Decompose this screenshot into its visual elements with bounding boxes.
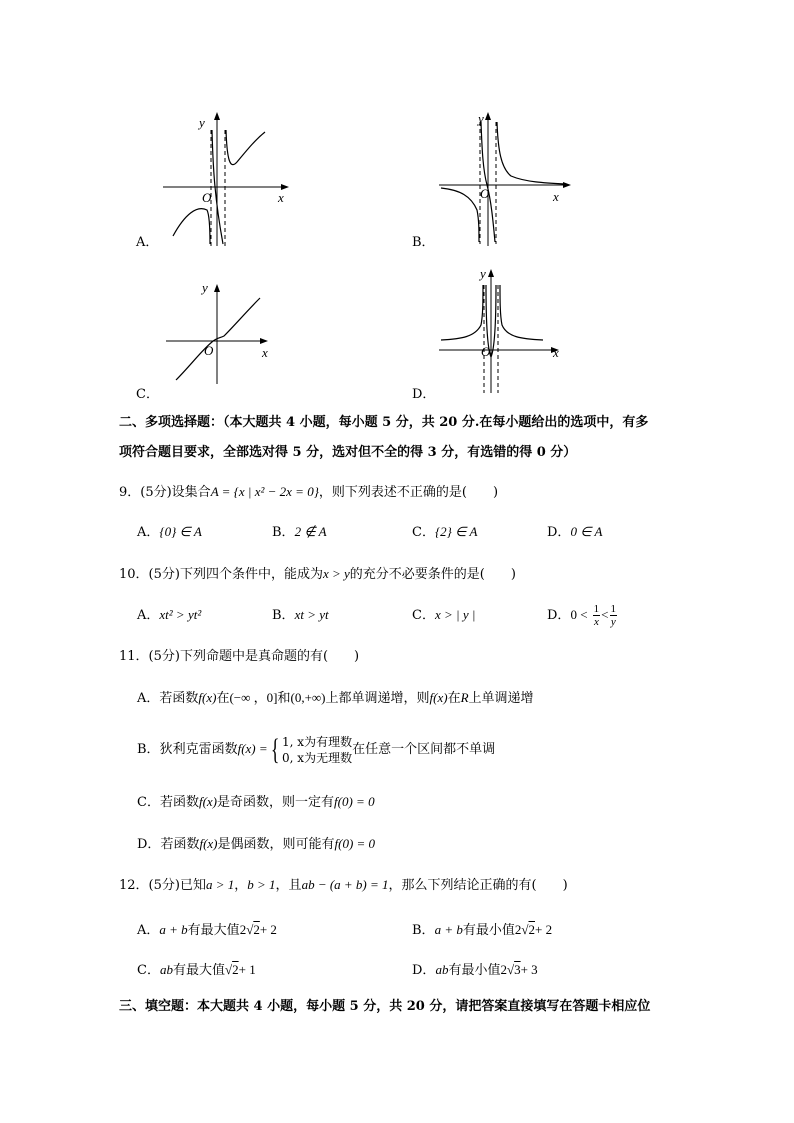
q12-option-c[interactable]: C．ab有最大值√2+ 1 (137, 962, 256, 978)
graph-d-label: D． (412, 387, 436, 402)
question-12-stem: 12．(5分)已知a > 1，b > 1，且ab − (a + b) = 1，那么下列结论正确的有( ) (119, 877, 568, 893)
q11-option-b[interactable]: B．狄利克雷函数f(x) ={ 1, x为有理数 0, x为无理数 在任意一个区间都不单调 (137, 732, 496, 766)
q11-option-c[interactable]: C．若函数f(x)是奇函数，则一定有f(0) = 0 (137, 794, 375, 810)
graph-d (435, 265, 565, 395)
graph-b-y-label: y (478, 111, 484, 126)
graph-c (160, 280, 280, 390)
graph-d-x-label: x (553, 345, 559, 360)
q9-option-b[interactable]: B．2 ∉ A (272, 524, 327, 540)
q10-option-d[interactable]: D．0 < $\frac{1}{x}$ < $\frac{1}{y}$ (547, 603, 617, 628)
section2-heading-line1: 二、多项选择题：（本大题共 4 小题，每小题 5 分，共 20 分.在每小题给出的选项中，有多 (119, 415, 649, 430)
graph-d-y-label: y (480, 266, 486, 281)
q10-option-a[interactable]: A．xt² > yt² (137, 607, 202, 623)
graph-b-label: B． (412, 235, 435, 250)
graph-b (435, 110, 575, 250)
graph-a-origin: O (202, 190, 212, 205)
graph-b-x-label: x (553, 189, 559, 204)
q12-option-d[interactable]: D．ab有最小值2√3+ 3 (412, 962, 538, 978)
q9-option-d[interactable]: D．0 ∈ A (547, 524, 603, 540)
question-10-stem: 10．(5分)下列四个条件中，能成为x > y的充分不必要条件的是( ) (119, 566, 516, 582)
q10-option-b[interactable]: B．xt > yt (272, 607, 329, 623)
q10-option-c[interactable]: C．x > | y | (412, 607, 476, 623)
q11-option-a[interactable]: A．若函数f(x)在(−∞ ，0]和(0,+∞)上都单调递增，则f(x)在R上单调递增 (137, 690, 534, 706)
graph-c-label: C． (136, 387, 159, 402)
question-9-stem: 9．(5分)设集合A = {x | x² − 2x = 0}，则下列表述不正确的是( ) (119, 484, 499, 500)
graph-a-y-label: y (199, 115, 205, 130)
graph-c-origin: O (204, 343, 214, 358)
graph-b-origin: O (480, 186, 490, 201)
graph-c-x-label: x (262, 345, 268, 360)
q9-option-a[interactable]: A．{0} ∈ A (137, 524, 202, 540)
q12-option-a[interactable]: A．a + b有最大值2√2+ 2 (137, 922, 277, 938)
section2-heading-line2: 项符合题目要求，全部选对得 5 分，选对但不全的得 3 分，有选错的得 0 分） (119, 445, 577, 460)
q12-option-b[interactable]: B．a + b有最小值2√2+ 2 (412, 922, 553, 938)
q11-option-d[interactable]: D．若函数f(x)是偶函数，则可能有f(0) = 0 (137, 836, 376, 852)
graph-a (155, 110, 295, 250)
graph-a-x-label: x (278, 190, 284, 205)
graph-d-origin: O (481, 344, 491, 359)
question-11-stem: 11．(5分)下列命题中是真命题的有( ) (119, 649, 360, 664)
q9-option-c[interactable]: C．{2} ∈ A (412, 524, 478, 540)
graph-a-label: A． (136, 235, 159, 250)
section3-heading: 三、填空题：本大题共 4 小题，每小题 5 分，共 20 分，请把答案直接填写在答题卡相应位 (119, 999, 651, 1014)
graph-c-y-label: y (202, 280, 208, 295)
